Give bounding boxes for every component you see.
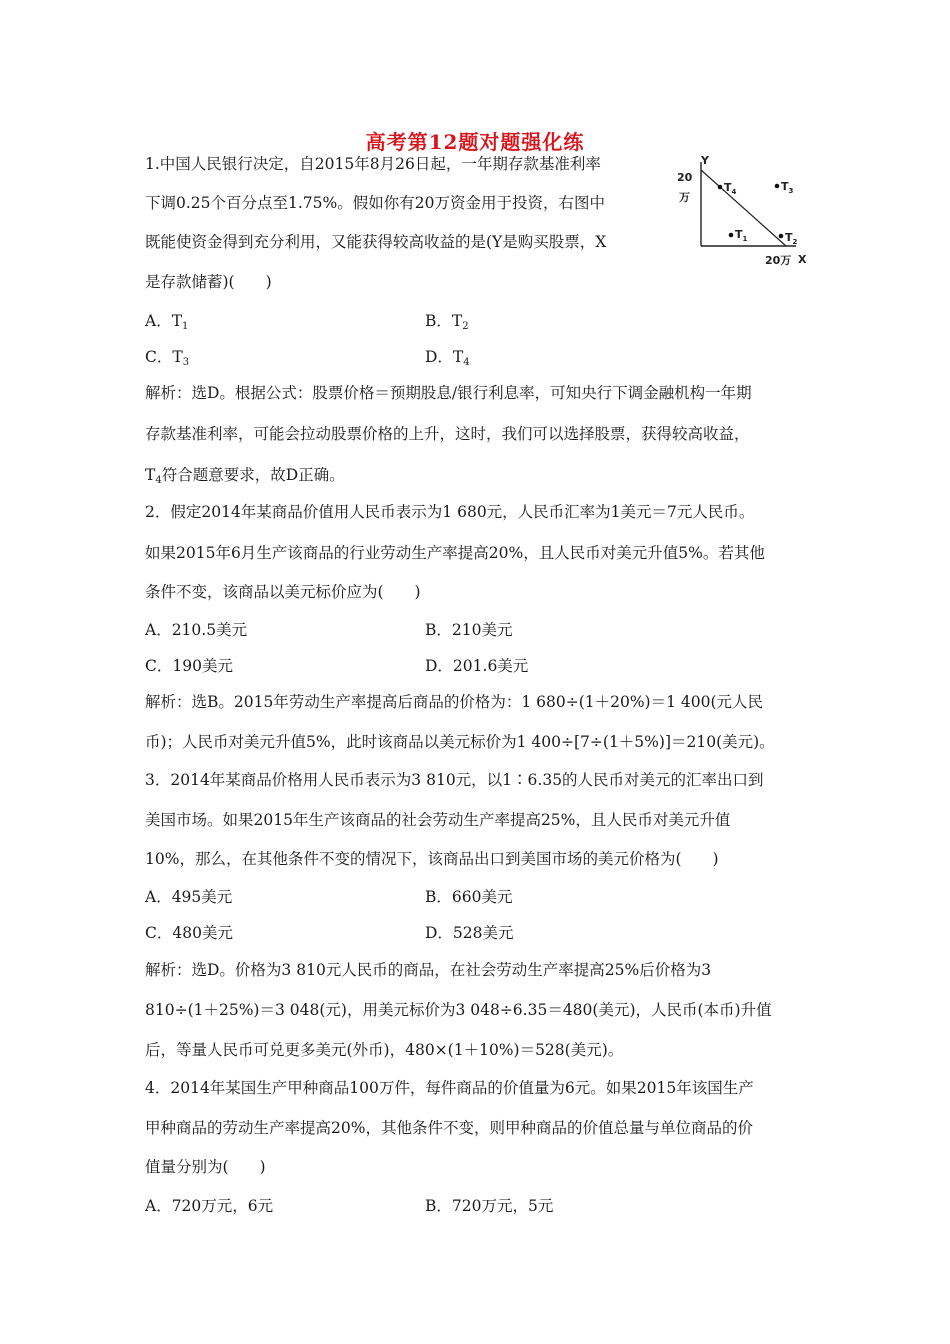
- q4-line-3: 值量分别为( ): [145, 1158, 266, 1176]
- q1-analysis-line-2: 存款基准利率，可能会拉动股票价格的上升，这时，我们可以选择股票，获得较高收益，: [145, 425, 750, 443]
- q1-option-b[interactable]: B．$T_2$: [425, 312, 469, 332]
- point-t4-label: $T_4$: [724, 181, 737, 196]
- q2-option-c[interactable]: C．190美元: [145, 657, 233, 675]
- point-t1: [729, 233, 734, 238]
- q2-analysis-line-1: 解析：选B。2015年劳动生产率提高后商品的价格为：1 680÷(1＋20%)＝1 400(元人民: [145, 693, 764, 711]
- q1-analysis-line-3: $T_4$符合题意要求，故D正确。: [145, 466, 345, 486]
- q4-option-a[interactable]: A．720万元，6元: [145, 1197, 274, 1215]
- point-t4: [718, 185, 723, 190]
- q3-line-2: 美国市场。如果2015年生产该商品的社会劳动生产率提高25%，且人民币对美元升值: [145, 811, 731, 829]
- q3-analysis-line-1: 解析：选D。价格为3 810元人民币的商品，在社会劳动生产率提高25%后价格为3: [145, 961, 712, 979]
- q4-option-b[interactable]: B．720万元，5元: [425, 1197, 554, 1215]
- q1-option-c[interactable]: C．$T_3$: [145, 348, 190, 368]
- point-t2: [779, 234, 784, 239]
- q3-option-c[interactable]: C．480美元: [145, 924, 233, 942]
- q3-option-b[interactable]: B．660美元: [425, 888, 513, 906]
- q3-option-d[interactable]: D．528美元: [425, 924, 514, 942]
- q1-option-d[interactable]: D．$T_4$: [425, 348, 470, 368]
- q4-line-1: 4．2014年某国生产甲种商品100万件，每件商品的价值量为6元。如果2015年该国生产: [145, 1079, 754, 1097]
- q2-analysis-line-2: 币)；人民币对美元升值5%，此时该商品以美元标价为1 400÷[7÷(1＋5%)]＝210(美元)。: [145, 733, 775, 751]
- q2-option-d[interactable]: D．201.6美元: [425, 657, 529, 675]
- q1-line-3: 既能使资金得到充分利用，又能获得较高收益的是(Y是购买股票，X: [145, 233, 607, 251]
- q3-analysis-line-2: 810÷(1＋25%)＝3 048(元)，用美元标价为3 048÷6.35＝480(美元)，人民币(本币)升值: [145, 1001, 772, 1019]
- q2-line-3: 条件不变，该商品以美元标价应为( ): [145, 583, 421, 601]
- point-t3: [775, 184, 780, 189]
- q1-line-1: 1.中国人民银行决定，自2015年8月26日起，一年期存款基准利率: [145, 155, 601, 173]
- x-value-label: 20万: [765, 254, 792, 267]
- q1-line-4: 是存款储蓄)( ): [145, 273, 272, 291]
- q1-option-a[interactable]: A．$T_1$: [145, 312, 189, 332]
- x-axis-label: X: [798, 253, 807, 266]
- q2-option-b[interactable]: B．210美元: [425, 621, 513, 639]
- point-t2-label: $T_2$: [785, 231, 798, 246]
- q2-line-1: 2．假定2014年某商品价值用人民币表示为1 680元，人民币汇率为1美元＝7元人民币。: [145, 503, 755, 521]
- y-value-label: 20: [677, 171, 693, 184]
- point-t3-label: $T_3$: [781, 180, 794, 195]
- y-axis-label: Y: [701, 154, 709, 167]
- page-title: 高考第12题对题强化练: [365, 130, 585, 154]
- q3-option-a[interactable]: A．495美元: [145, 888, 233, 906]
- investment-figure: [668, 150, 818, 270]
- point-t1-label: $T_1$: [735, 228, 748, 243]
- q3-line-1: 3．2014年某商品价格用人民币表示为3 810元，以1∶6.35的人民币对美元的汇率出口到: [145, 771, 764, 789]
- q3-line-3: 10%，那么，在其他条件不变的情况下，该商品出口到美国市场的美元价格为( ): [145, 850, 719, 868]
- q1-line-2: 下调0.25个百分点至1.75%。假如你有20万资金用于投资，右图中: [145, 194, 605, 212]
- q2-option-a[interactable]: A．210.5美元: [145, 621, 248, 639]
- q4-line-2: 甲种商品的劳动生产率提高20%，其他条件不变，则甲种商品的价值总量与单位商品的价: [145, 1119, 753, 1137]
- q3-analysis-line-3: 后，等量人民币可兑更多美元(外币)，480×(1＋10%)＝528(美元)。: [145, 1041, 624, 1059]
- y-unit-label: 万: [679, 191, 690, 204]
- investment-chart: [668, 150, 818, 270]
- q2-line-2: 如果2015年6月生产该商品的行业劳动生产率提高20%，且人民币对美元升值5%。若其他: [145, 544, 765, 562]
- q1-analysis-line-1: 解析：选D。根据公式：股票价格＝预期股息/银行利息率，可知央行下调金融机构一年期: [145, 384, 752, 402]
